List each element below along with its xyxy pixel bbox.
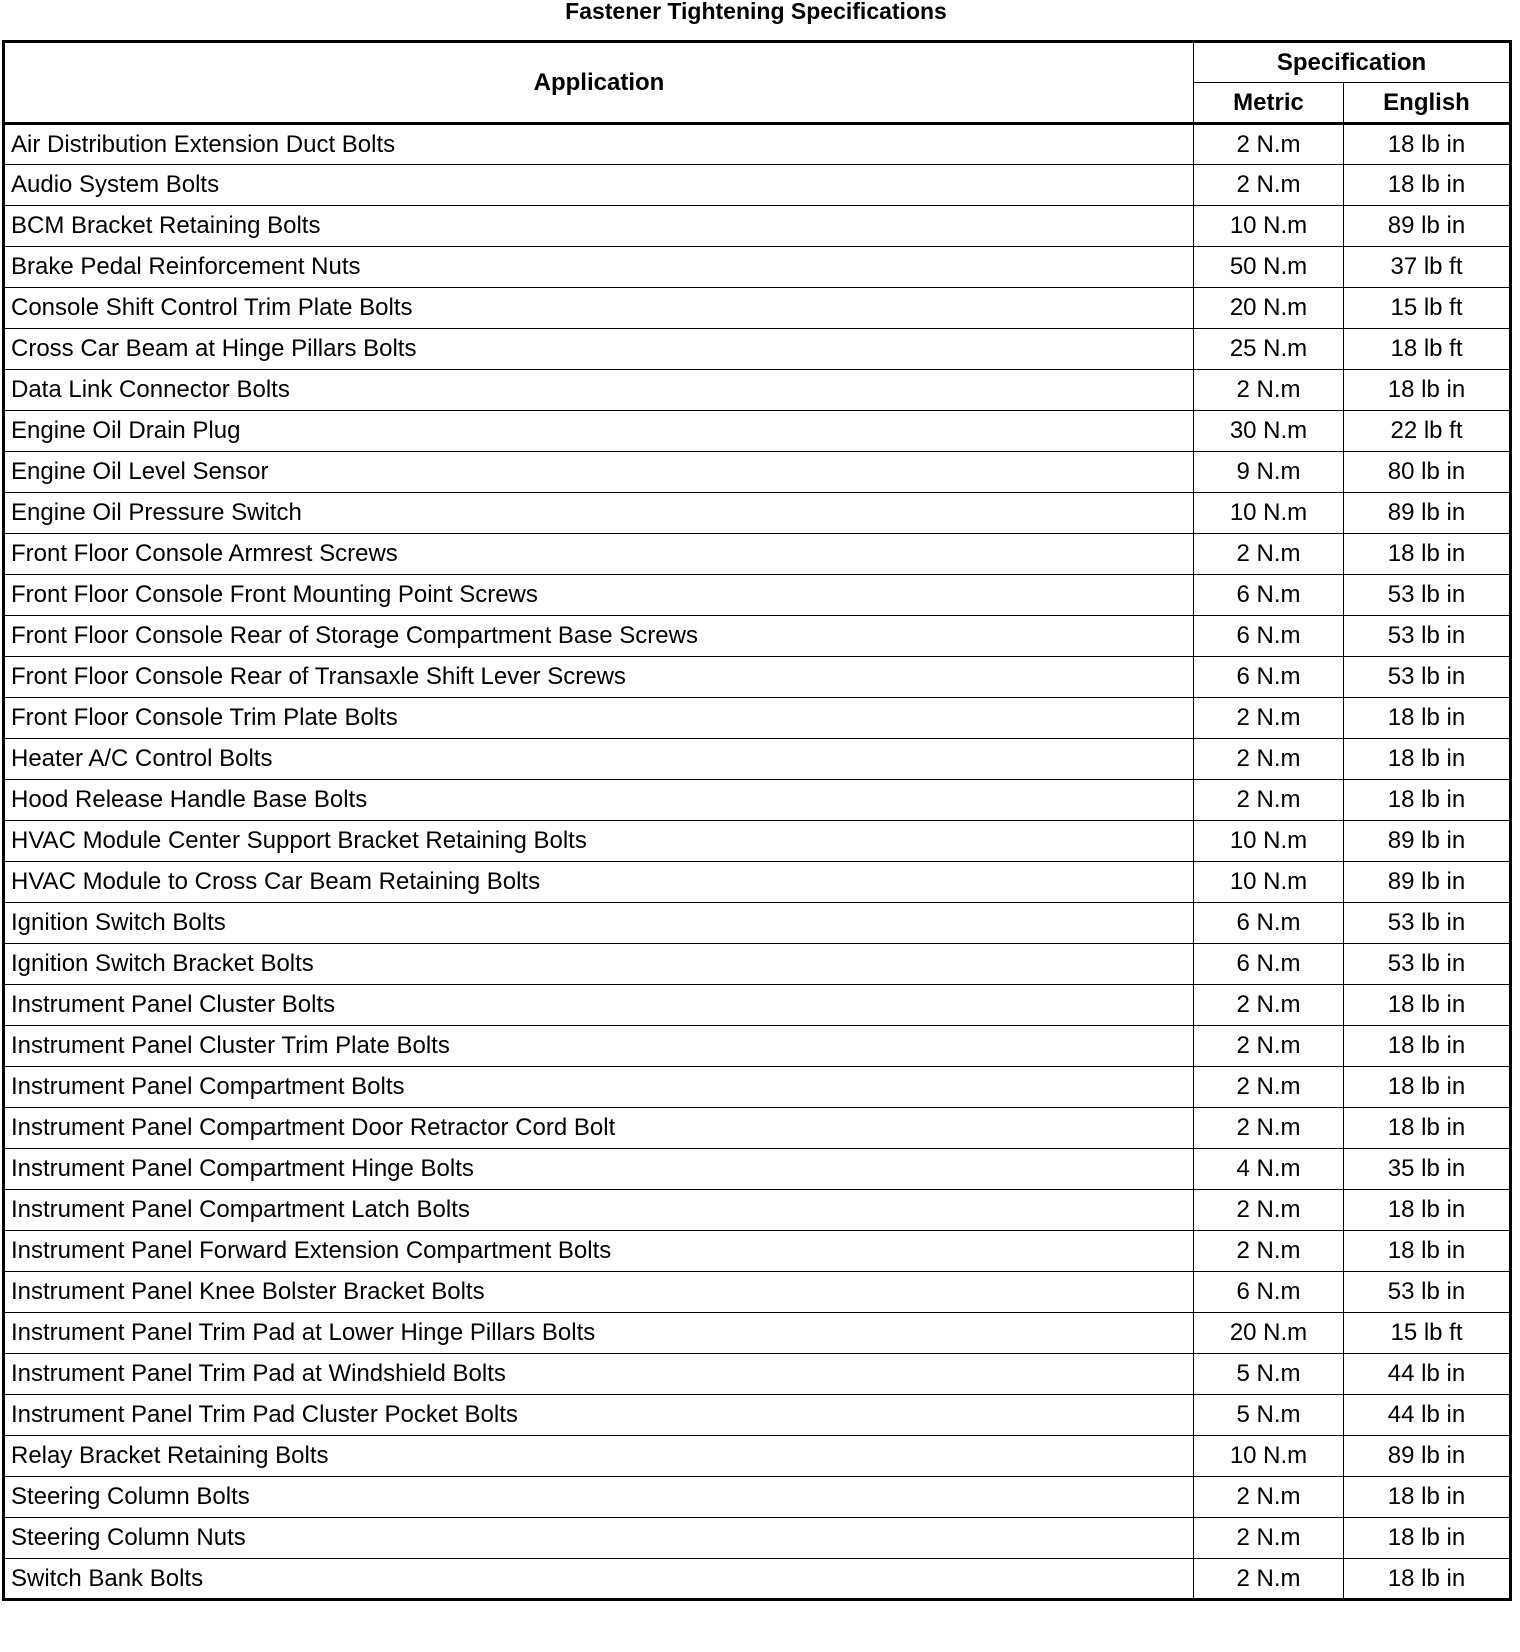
english-cell: 18 lb in [1344, 1026, 1511, 1067]
application-cell: BCM Bracket Retaining Bolts [4, 206, 1194, 247]
english-cell: 89 lb in [1344, 862, 1511, 903]
english-cell: 18 lb in [1344, 1067, 1511, 1108]
table-row [4, 1108, 1511, 1149]
metric-cell: 2 N.m [1194, 780, 1344, 821]
application-cell: Front Floor Console Front Mounting Point Screws [4, 575, 1194, 616]
english-cell: 53 lb in [1344, 657, 1511, 698]
metric-cell: 6 N.m [1194, 944, 1344, 985]
application-cell: Instrument Panel Cluster Bolts [4, 985, 1194, 1026]
metric-cell: 9 N.m [1194, 452, 1344, 493]
table-row [4, 821, 1511, 862]
table-row [4, 370, 1511, 411]
metric-cell: 2 N.m [1194, 1477, 1344, 1518]
english-cell: 18 lb in [1344, 698, 1511, 739]
english-cell: 18 lb in [1344, 1231, 1511, 1272]
english-cell: 15 lb ft [1344, 1313, 1511, 1354]
table-row [4, 452, 1511, 493]
document-title: Fastener Tightening Specifications [565, 0, 947, 24]
specification-column-header: Specification [1194, 42, 1511, 83]
table-row [4, 288, 1511, 329]
application-cell: Hood Release Handle Base Bolts [4, 780, 1194, 821]
metric-cell: 2 N.m [1194, 370, 1344, 411]
application-cell: Front Floor Console Armrest Screws [4, 534, 1194, 575]
english-cell: 18 lb ft [1344, 329, 1511, 370]
application-cell: Instrument Panel Compartment Door Retractor Cord Bolt [4, 1108, 1194, 1149]
english-cell: 89 lb in [1344, 493, 1511, 534]
table-row [4, 1272, 1511, 1313]
table-row [4, 165, 1511, 206]
application-cell: Instrument Panel Compartment Hinge Bolts [4, 1149, 1194, 1190]
application-cell: Instrument Panel Cluster Trim Plate Bolts [4, 1026, 1194, 1067]
application-cell: Switch Bank Bolts [4, 1559, 1194, 1600]
metric-cell: 2 N.m [1194, 1518, 1344, 1559]
application-cell: Instrument Panel Trim Pad Cluster Pocket Bolts [4, 1395, 1194, 1436]
application-cell: Instrument Panel Knee Bolster Bracket Bolts [4, 1272, 1194, 1313]
metric-cell: 10 N.m [1194, 1436, 1344, 1477]
table-row [4, 493, 1511, 534]
metric-cell: 2 N.m [1194, 1231, 1344, 1272]
table-row [4, 1436, 1511, 1477]
application-cell: Audio System Bolts [4, 165, 1194, 206]
application-cell: Instrument Panel Compartment Bolts [4, 1067, 1194, 1108]
application-cell: Steering Column Bolts [4, 1477, 1194, 1518]
metric-cell: 6 N.m [1194, 616, 1344, 657]
table-header [4, 42, 1511, 124]
metric-cell: 10 N.m [1194, 206, 1344, 247]
english-cell: 89 lb in [1344, 1436, 1511, 1477]
metric-cell: 10 N.m [1194, 862, 1344, 903]
metric-cell: 50 N.m [1194, 247, 1344, 288]
table-row [4, 1190, 1511, 1231]
table-row [4, 329, 1511, 370]
table-row [4, 575, 1511, 616]
fastener-spec-table [2, 40, 1512, 1601]
metric-cell: 6 N.m [1194, 575, 1344, 616]
application-cell: Heater A/C Control Bolts [4, 739, 1194, 780]
metric-cell: 6 N.m [1194, 903, 1344, 944]
metric-cell: 5 N.m [1194, 1354, 1344, 1395]
application-cell: Front Floor Console Trim Plate Bolts [4, 698, 1194, 739]
application-cell: Instrument Panel Trim Pad at Windshield Bolts [4, 1354, 1194, 1395]
metric-cell: 2 N.m [1194, 1026, 1344, 1067]
metric-cell: 10 N.m [1194, 493, 1344, 534]
application-cell: Ignition Switch Bracket Bolts [4, 944, 1194, 985]
metric-cell: 30 N.m [1194, 411, 1344, 452]
english-cell: 44 lb in [1344, 1354, 1511, 1395]
english-cell: 18 lb in [1344, 165, 1511, 206]
metric-column-header: Metric [1194, 83, 1344, 124]
english-cell: 37 lb ft [1344, 247, 1511, 288]
english-cell: 18 lb in [1344, 780, 1511, 821]
english-cell: 18 lb in [1344, 1477, 1511, 1518]
metric-cell: 5 N.m [1194, 1395, 1344, 1436]
table-row [4, 1149, 1511, 1190]
metric-cell: 2 N.m [1194, 124, 1344, 165]
application-cell: Engine Oil Pressure Switch [4, 493, 1194, 534]
english-cell: 53 lb in [1344, 903, 1511, 944]
table-row [4, 944, 1511, 985]
metric-cell: 10 N.m [1194, 821, 1344, 862]
application-cell: Brake Pedal Reinforcement Nuts [4, 247, 1194, 288]
english-cell: 53 lb in [1344, 616, 1511, 657]
application-cell: Front Floor Console Rear of Storage Compartment Base Screws [4, 616, 1194, 657]
table-row [4, 903, 1511, 944]
table-row [4, 206, 1511, 247]
table-row [4, 780, 1511, 821]
table-body [4, 124, 1511, 1600]
metric-cell: 2 N.m [1194, 1108, 1344, 1149]
english-cell: 18 lb in [1344, 1559, 1511, 1600]
english-cell: 89 lb in [1344, 206, 1511, 247]
english-cell: 89 lb in [1344, 821, 1511, 862]
metric-cell: 2 N.m [1194, 985, 1344, 1026]
table-row [4, 698, 1511, 739]
application-cell: Instrument Panel Compartment Latch Bolts [4, 1190, 1194, 1231]
table-row [4, 534, 1511, 575]
table-row [4, 1477, 1511, 1518]
table-row [4, 411, 1511, 452]
application-cell: Air Distribution Extension Duct Bolts [4, 124, 1194, 165]
metric-cell: 6 N.m [1194, 1272, 1344, 1313]
english-column-header: English [1344, 83, 1511, 124]
table-row [4, 1026, 1511, 1067]
table-row [4, 1518, 1511, 1559]
metric-cell: 2 N.m [1194, 739, 1344, 780]
metric-cell: 2 N.m [1194, 1559, 1344, 1600]
table-row [4, 1067, 1511, 1108]
header-row-top [4, 42, 1511, 83]
table-row [4, 1313, 1511, 1354]
application-cell: Steering Column Nuts [4, 1518, 1194, 1559]
english-cell: 53 lb in [1344, 1272, 1511, 1313]
application-column-header: Application [4, 42, 1194, 124]
english-cell: 15 lb ft [1344, 288, 1511, 329]
english-cell: 35 lb in [1344, 1149, 1511, 1190]
application-cell: Instrument Panel Forward Extension Compartment Bolts [4, 1231, 1194, 1272]
application-cell: HVAC Module to Cross Car Beam Retaining Bolts [4, 862, 1194, 903]
metric-cell: 2 N.m [1194, 698, 1344, 739]
metric-cell: 4 N.m [1194, 1149, 1344, 1190]
application-cell: Console Shift Control Trim Plate Bolts [4, 288, 1194, 329]
table-row [4, 862, 1511, 903]
table-row [4, 1354, 1511, 1395]
table-row [4, 739, 1511, 780]
english-cell: 18 lb in [1344, 124, 1511, 165]
metric-cell: 2 N.m [1194, 534, 1344, 575]
table-row [4, 1559, 1511, 1600]
application-cell: HVAC Module Center Support Bracket Retaining Bolts [4, 821, 1194, 862]
table-row [4, 1231, 1511, 1272]
application-cell: Relay Bracket Retaining Bolts [4, 1436, 1194, 1477]
table-row [4, 985, 1511, 1026]
english-cell: 53 lb in [1344, 944, 1511, 985]
english-cell: 18 lb in [1344, 739, 1511, 780]
metric-cell: 20 N.m [1194, 1313, 1344, 1354]
metric-cell: 2 N.m [1194, 1190, 1344, 1231]
application-cell: Engine Oil Drain Plug [4, 411, 1194, 452]
english-cell: 18 lb in [1344, 370, 1511, 411]
application-cell: Engine Oil Level Sensor [4, 452, 1194, 493]
metric-cell: 2 N.m [1194, 1067, 1344, 1108]
application-cell: Ignition Switch Bolts [4, 903, 1194, 944]
table-row [4, 124, 1511, 165]
metric-cell: 20 N.m [1194, 288, 1344, 329]
english-cell: 22 lb ft [1344, 411, 1511, 452]
english-cell: 18 lb in [1344, 1518, 1511, 1559]
metric-cell: 2 N.m [1194, 165, 1344, 206]
metric-cell: 25 N.m [1194, 329, 1344, 370]
english-cell: 18 lb in [1344, 1108, 1511, 1149]
table-row [4, 1395, 1511, 1436]
application-cell: Instrument Panel Trim Pad at Lower Hinge Pillars Bolts [4, 1313, 1194, 1354]
application-cell: Data Link Connector Bolts [4, 370, 1194, 411]
english-cell: 18 lb in [1344, 534, 1511, 575]
english-cell: 18 lb in [1344, 1190, 1511, 1231]
application-cell: Front Floor Console Rear of Transaxle Shift Lever Screws [4, 657, 1194, 698]
table-row [4, 657, 1511, 698]
table-row [4, 616, 1511, 657]
table-row [4, 247, 1511, 288]
english-cell: 80 lb in [1344, 452, 1511, 493]
english-cell: 18 lb in [1344, 985, 1511, 1026]
application-cell: Cross Car Beam at Hinge Pillars Bolts [4, 329, 1194, 370]
metric-cell: 6 N.m [1194, 657, 1344, 698]
english-cell: 44 lb in [1344, 1395, 1511, 1436]
english-cell: 53 lb in [1344, 575, 1511, 616]
